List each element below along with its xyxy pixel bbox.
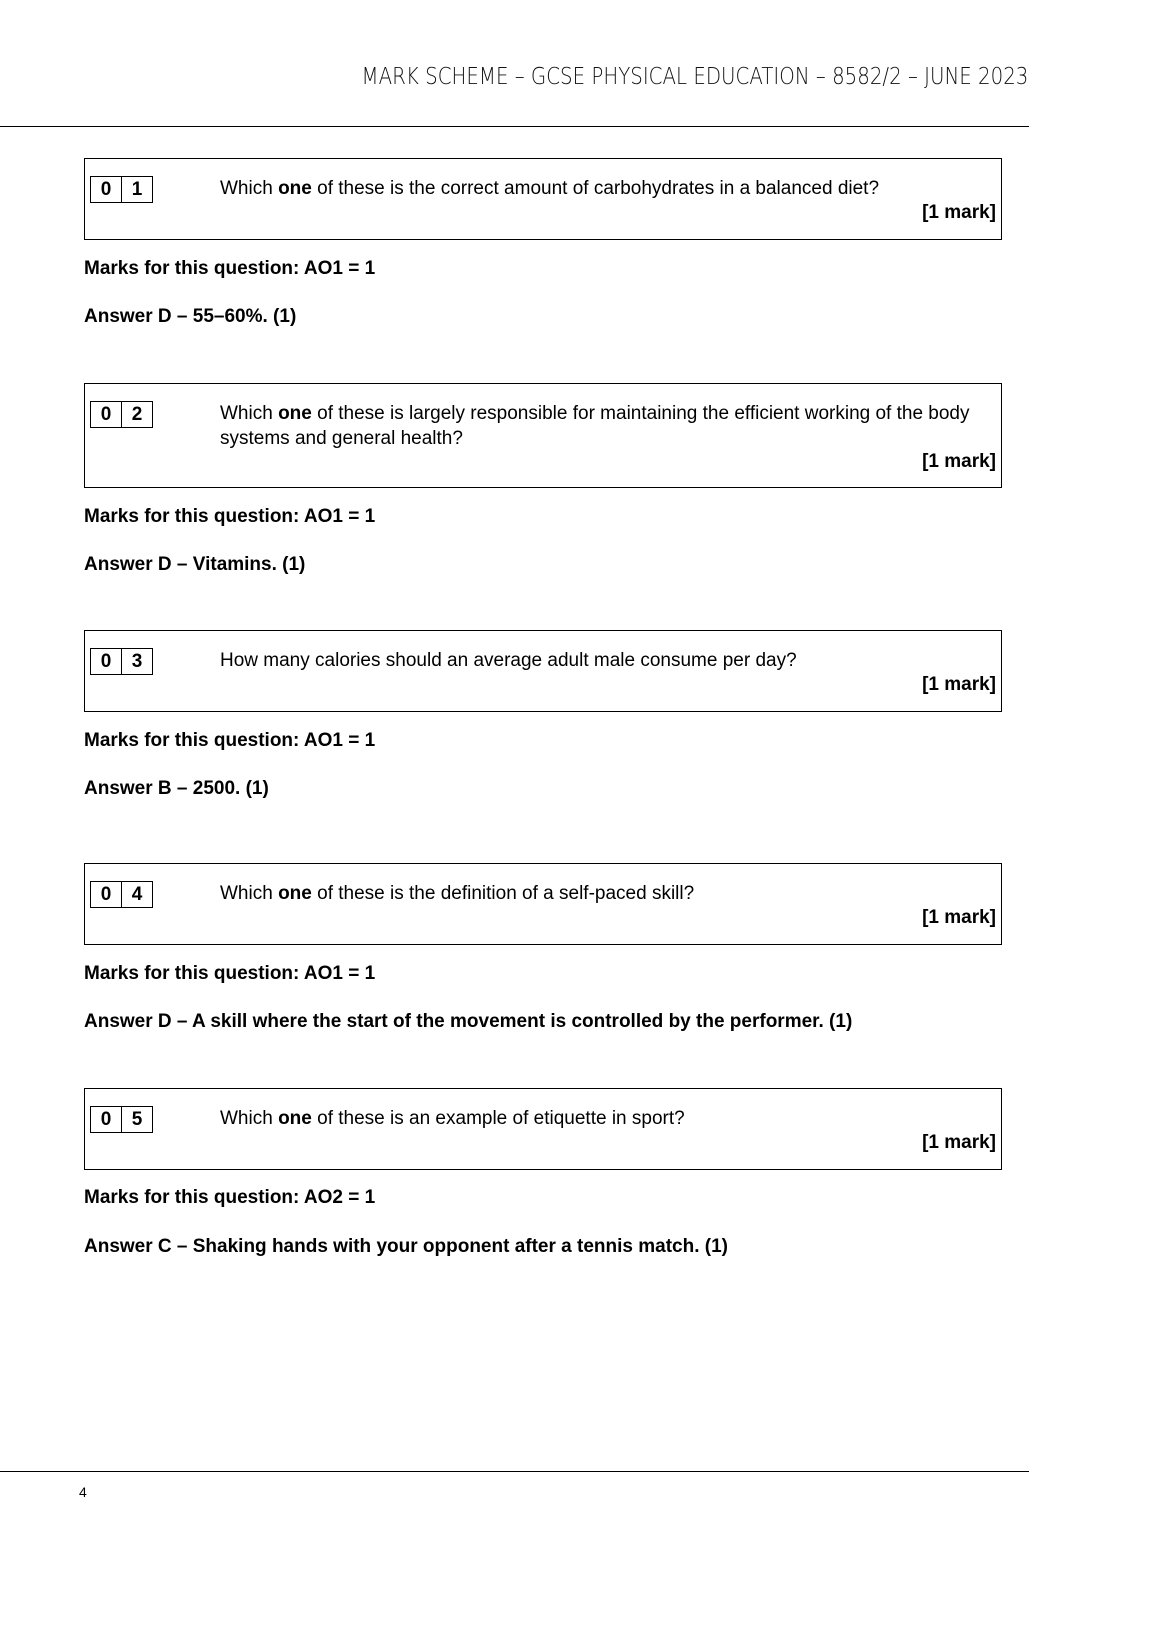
question-number [90,648,153,675]
marks-line: Marks for this question: AO1 = 1 [84,506,376,527]
answer-line: Answer D – A skill where the start of the movement is controlled by the performer. (1) [84,1011,853,1032]
answer-line: Answer C – Shaking hands with your opponent after a tennis match. (1) [84,1236,728,1257]
question-text [220,1106,990,1131]
marks-line: Marks for this question: AO1 = 1 [84,963,376,984]
question-text [220,648,990,673]
text: Which [220,1108,279,1129]
question-box-03 [84,630,1002,712]
question-box-01 [84,158,1002,240]
answer-line: Answer B – 2500. (1) [84,778,269,799]
answer-line: Answer D – Vitamins. (1) [84,554,306,575]
answer-line: Answer D – 55–60%. (1) [84,306,297,327]
question-digit: 1 [131,179,143,200]
question-digit: 2 [131,404,143,425]
text: Which [220,883,279,904]
question-number [90,176,153,203]
text: of these is the definition of a self-paced skill? [311,883,695,904]
footer-divider [0,1471,1029,1472]
question-text [220,401,990,451]
mark-allocation: [1 mark] [922,674,996,695]
marks-line: Marks for this question: AO2 = 1 [84,1187,376,1208]
header-divider [0,126,1029,127]
question-number [90,401,153,428]
mark-allocation: [1 mark] [922,1132,996,1153]
question-text [220,176,990,201]
question-box-04 [84,863,1002,945]
question-digit: 0 [91,1107,122,1132]
marks-line: Marks for this question: AO1 = 1 [84,730,376,751]
question-box-05 [84,1088,1002,1170]
question-number [90,1106,153,1133]
question-box-02 [84,383,1002,488]
question-digit: 0 [91,177,122,202]
question-number [90,881,153,908]
mark-allocation: [1 mark] [922,907,996,928]
text: Which [220,403,279,424]
question-text [220,881,990,906]
question-digit: 0 [91,402,122,427]
mark-allocation: [1 mark] [922,451,996,472]
text: How many calories should an average adult male consume per day? [220,650,797,671]
marks-line: Marks for this question: AO1 = 1 [84,258,376,279]
text: of these is the correct amount of carbohydrates in a balanced diet? [311,178,880,199]
question-digit: 3 [131,651,143,672]
emphasis: one [278,178,312,199]
text: Which [220,178,279,199]
question-digit: 0 [91,882,122,907]
page-header: MARK SCHEME – GCSE PHYSICAL EDUCATION – 8582/2 – JUNE 2023 [361,64,1028,90]
text: of these is an example of etiquette in sport? [311,1108,685,1129]
question-digit: 5 [131,1109,143,1130]
mark-allocation: [1 mark] [922,202,996,223]
text: of these is largely responsible for maintaining the efficient working of the body systems and general health? [220,403,970,449]
emphasis: one [278,1108,312,1129]
emphasis: one [278,403,312,424]
page-number: 4 [79,1484,87,1500]
question-digit: 0 [91,649,122,674]
question-digit: 4 [131,884,143,905]
emphasis: one [278,883,312,904]
